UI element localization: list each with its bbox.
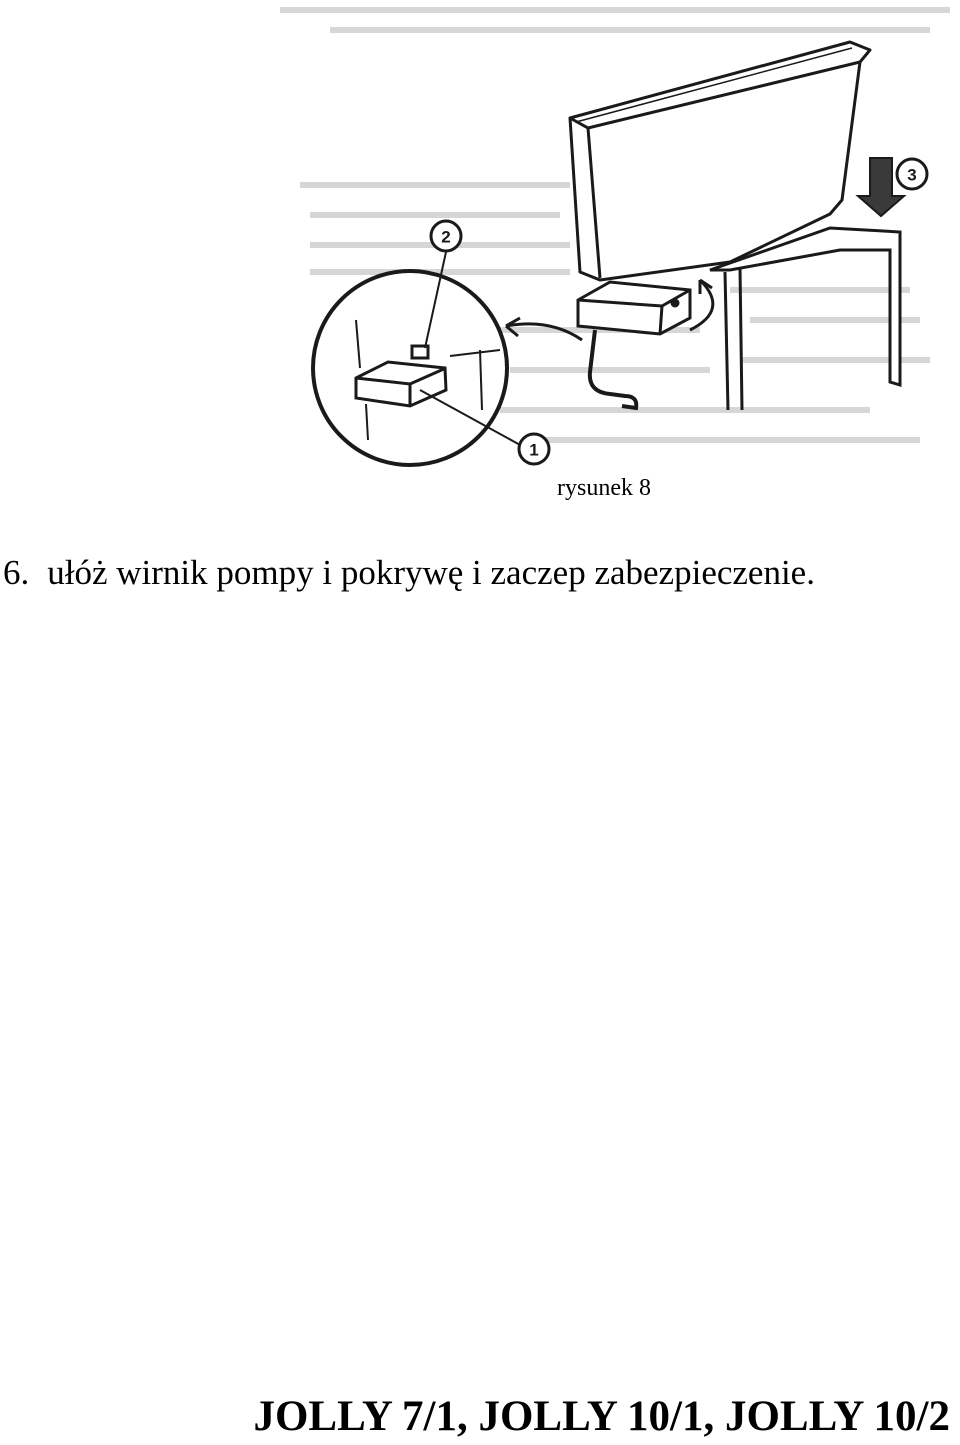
figure-illustration <box>270 0 960 475</box>
callout-1-label: 1 <box>529 440 539 460</box>
detail-circle <box>313 271 507 465</box>
step-text: ułóż wirnik pompy i pokrywę i zaczep zabezpieczenie. <box>47 553 815 592</box>
instruction-step <box>3 552 815 594</box>
callout-2-label: 2 <box>441 227 451 247</box>
dispenser-drawing <box>270 0 960 475</box>
step-number: 6. <box>3 553 30 592</box>
figure-caption: rysunek 8 <box>557 475 651 501</box>
page-footer-models: JOLLY 7/1, JOLLY 10/1, JOLLY 10/2 <box>253 1393 950 1440</box>
down-arrow-icon <box>858 158 904 216</box>
callout-3-label: 3 <box>907 165 917 185</box>
pump-cover <box>578 282 690 408</box>
